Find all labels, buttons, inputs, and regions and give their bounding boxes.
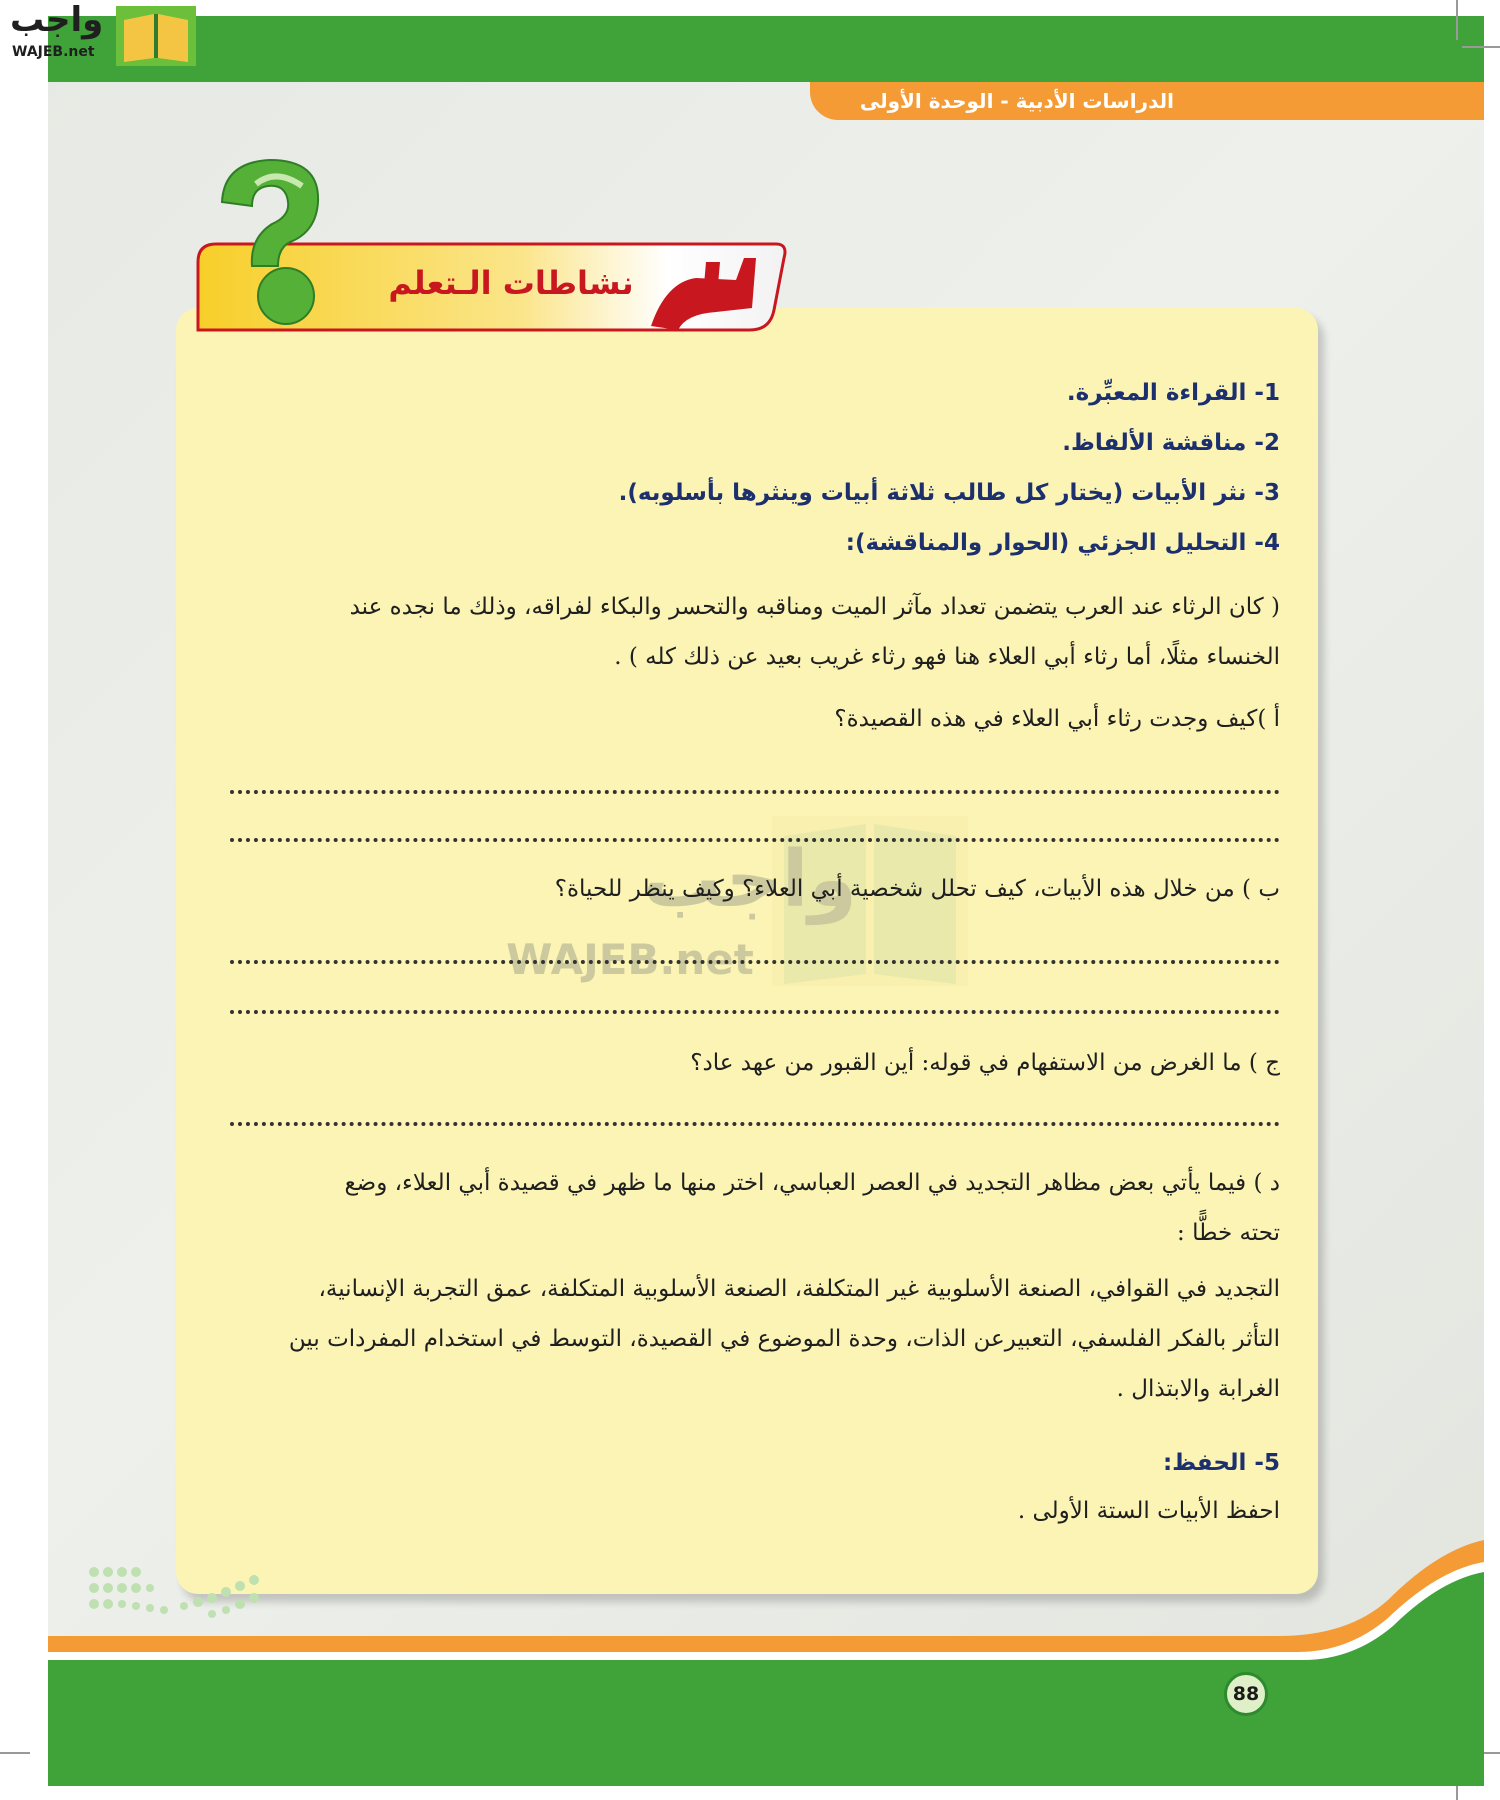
question-c: ج ) ما الغرض من الاستفهام في قوله: أين القبور من عهد عاد؟ xyxy=(690,1050,1280,1076)
activity-item-2: 2- مناقشة الألفاظ. xyxy=(1062,430,1280,456)
answer-line[interactable] xyxy=(230,1010,1280,1014)
activity-item-1: 1- القراءة المعبِّرة. xyxy=(1066,380,1280,406)
question-mark-icon xyxy=(216,158,326,328)
activity-item-3: 3- نثر الأبيات (يختار كل طالب ثلاثة أبيات وينثرها بأسلوبه). xyxy=(618,480,1280,506)
answer-line[interactable] xyxy=(230,960,1280,964)
section-title-banner xyxy=(196,158,796,338)
logo-arabic-text: واجب xyxy=(10,0,104,40)
activity-item-4: 4- التحليل الجزئي (الحوار والمناقشة): xyxy=(845,530,1280,556)
question-d-line-1: د ) فيما يأتي بعض مظاهر التجديد في العصر العباسي، اختر منها ما ظهر في قصيدة أبي العلاء، وضع xyxy=(344,1170,1280,1196)
crop-mark xyxy=(1462,46,1500,48)
question-b: ب ) من خلال هذه الأبيات، كيف تحلل شخصية أبي العلاء؟ وكيف ينظر للحياة؟ xyxy=(554,876,1280,902)
question-d-line-2: تحته خطًّا : xyxy=(1177,1220,1280,1246)
section-title: نشاطات الـتعلم xyxy=(388,264,634,302)
memorize-instruction: احفظ الأبيات الستة الأولى . xyxy=(1017,1498,1280,1524)
crop-mark xyxy=(0,1752,30,1754)
options-line-3: الغرابة والابتذال . xyxy=(1116,1376,1280,1402)
answer-line[interactable] xyxy=(230,1122,1280,1126)
ministry-logo-dots xyxy=(84,1562,274,1642)
open-book-icon xyxy=(116,6,196,66)
logo-english-text: WAJEB.net xyxy=(12,44,95,60)
renewal-options xyxy=(220,1264,1280,1414)
options-line-2: التأثر بالفكر الفلسفي، التعبيرعن الذات، وحدة الموضوع في القصيدة، التوسط في استخدام المفردات بين xyxy=(288,1326,1280,1352)
intro-paragraph xyxy=(220,582,1280,682)
wajeb-logo[interactable] xyxy=(10,0,190,66)
answer-line[interactable] xyxy=(230,790,1280,794)
answer-line[interactable] xyxy=(230,838,1280,842)
watermark-english-text: WAJEB.net xyxy=(506,935,754,984)
watermark-arabic-text: واجب xyxy=(642,835,858,925)
activity-item-5: 5- الحفظ: xyxy=(1162,1450,1280,1476)
page-number: 88 xyxy=(1224,1672,1268,1716)
unit-banner: الدراسات الأدبية - الوحدة الأولى xyxy=(810,82,1484,120)
options-line-1: التجديد في القوافي، الصنعة الأسلوبية غير المتكلفة، الصنعة الأسلوبية المتكلفة، عمق التجربة الإنسانية، xyxy=(318,1276,1280,1302)
question-a: أ )كيف وجدت رثاء أبي العلاء في هذه القصيدة؟ xyxy=(834,706,1280,732)
crop-mark xyxy=(1456,0,1458,40)
top-green-band xyxy=(48,16,1484,82)
question-d xyxy=(220,1158,1280,1258)
intro-line-1: ( كان الرثاء عند العرب يتضمن تعداد مآثر الميت ومناقبه والتحسر والبكاء لفراقه، وذلك ما نجده عند xyxy=(349,594,1280,620)
intro-line-2: الخنساء مثلًا، أما رثاء أبي العلاء هنا فهو رثاء غريب بعيد عن ذلك كله ) . xyxy=(614,644,1280,670)
